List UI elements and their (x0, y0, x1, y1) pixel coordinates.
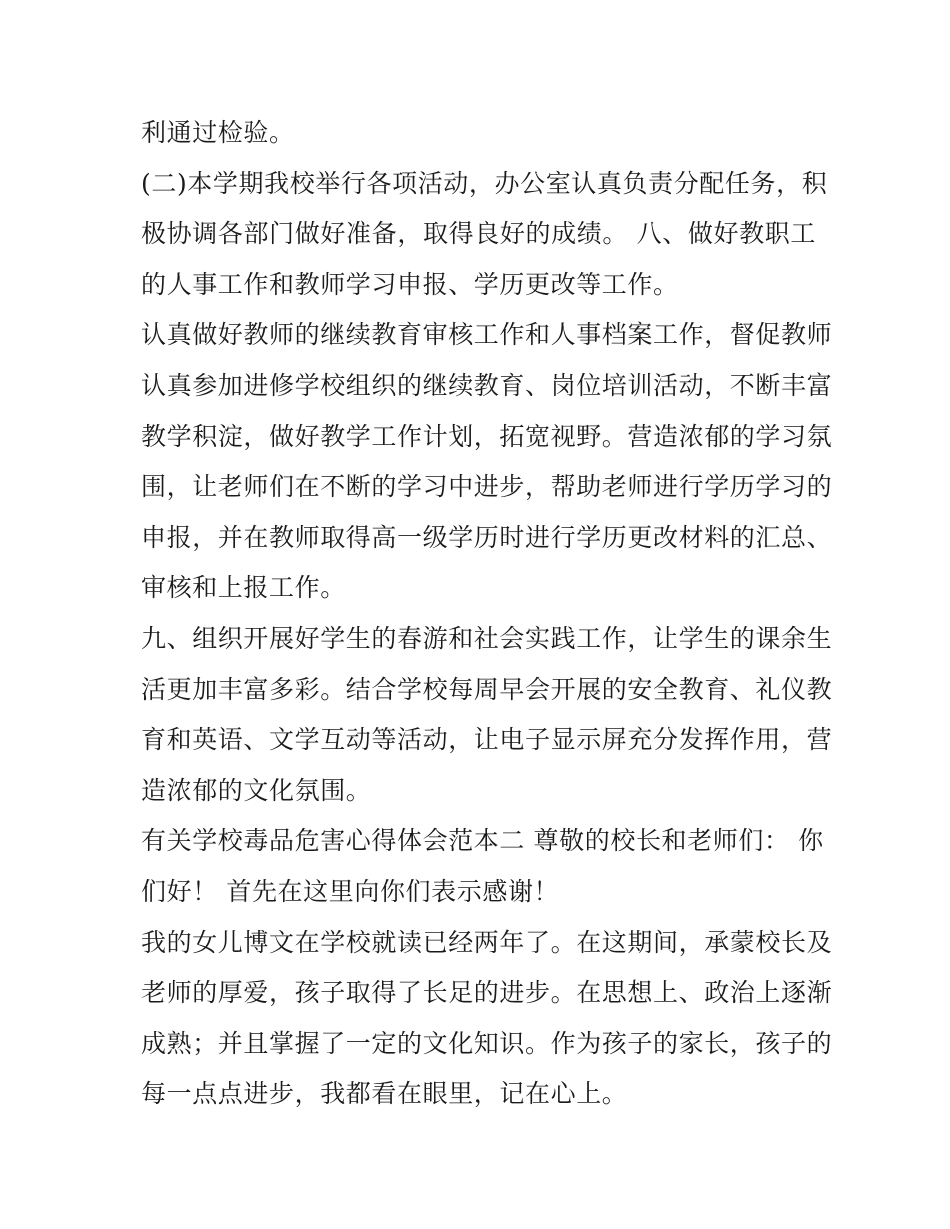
text-line: 们好！ 首先在这里向你们表示感谢！ (141, 876, 560, 906)
text-line: 申报，并在教师取得高一级学历时进行学历更改材料的汇总、 (141, 522, 833, 552)
text-line: 围，让老师们在不断的学习中进步，帮助老师进行学历学习的 (141, 472, 833, 502)
text-line: 教学积淀，做好教学工作计划，拓宽视野。营造浓郁的学习氛 (141, 421, 833, 451)
text-line: 利通过检验。 (141, 118, 295, 147)
document-body (141, 108, 833, 1120)
text-line: 的人事工作和教师学习申报、学历更改等工作。 (141, 269, 679, 299)
text-line: 成熟；并且掌握了一定的文化知识。作为孩子的家长，孩子的 (141, 1028, 833, 1058)
text-line: 认真做好教师的继续教育审核工作和人事档案工作，督促教师 (141, 320, 833, 350)
text-line: 育和英语、文学互动等活动，让电子显示屏充分发挥作用，营 (141, 725, 833, 755)
text-line: 活更加丰富多彩。结合学校每周早会开展的安全教育、礼仪教 (141, 674, 833, 704)
text-line: 九、组织开展好学生的春游和社会实践工作，让学生的课余生 (141, 623, 833, 653)
text-line: 每一点点进步，我都看在眼里，记在心上。 (141, 1079, 628, 1109)
text-line: 造浓郁的文化氛围。 (141, 775, 372, 805)
text-line: 审核和上报工作。 (141, 573, 346, 603)
text-line: 认真参加进修学校组织的继续教育、岗位培训活动，不断丰富 (141, 370, 833, 400)
text-line: (二)本学期我校举行各项活动，办公室认真负责分配任务，积 (141, 168, 828, 198)
text-line: 老师的厚爱，孩子取得了长足的进步。在思想上、政治上逐渐 (141, 978, 833, 1008)
text-line: 极协调各部门做好准备，取得良好的成绩。 八、做好教职工 (141, 219, 816, 249)
text-line: 有关学校毒品危害心得体会范本二 尊敬的校长和老师们： 你 (141, 826, 824, 856)
text-line: 我的女儿博文在学校就读已经两年了。在这期间，承蒙校长及 (141, 927, 833, 957)
